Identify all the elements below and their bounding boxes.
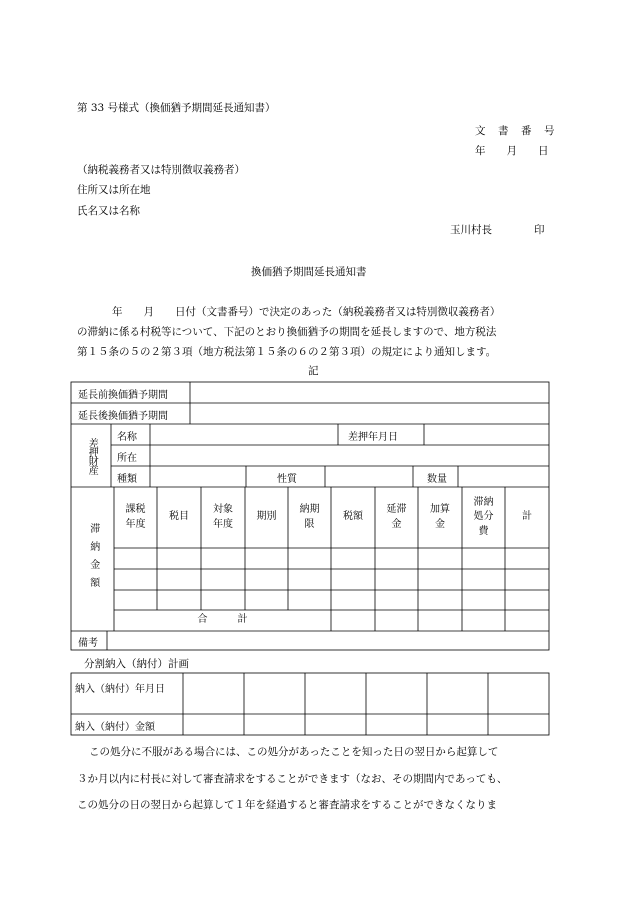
column-period: 期別	[256, 511, 277, 523]
seal-mark: 印	[534, 224, 545, 236]
column-tax-amount: 税額	[343, 511, 363, 523]
form-number: 第 33 号様式（換価猶予期間延長通知書）	[77, 102, 276, 114]
property-quantity-label: 数量	[427, 474, 447, 485]
installment-date-label: 納入（納付）年月日	[75, 684, 165, 695]
column-target-year-text: 対象年度	[213, 504, 233, 530]
property-location-label: 所在	[117, 453, 137, 464]
property-kind-label: 種類	[117, 474, 137, 485]
body-line-2: の滞納に係る村税等について、下記のとおり換価猶予の期間を延長しますので、地方税法	[77, 326, 497, 338]
body-line-1: 年 月 日付（文書番号）で決定のあった（納税義務者又は特別徴収義務者）	[112, 306, 501, 318]
column-late-fee-text: 延滞金	[386, 504, 407, 530]
column-tax-year-text: 課税年度	[125, 504, 146, 530]
date-label: 年 月 日	[475, 145, 549, 157]
grand-total-label: 合 計	[197, 614, 248, 626]
property-name-label: 名称	[117, 432, 137, 443]
column-total: 計	[522, 511, 532, 523]
remarks-label: 備考	[78, 638, 98, 649]
ki-heading: 記	[308, 365, 319, 377]
seized-property-label: 差押財産	[86, 437, 98, 474]
installment-amount-label: 納入（納付）金額	[75, 722, 155, 733]
document-title: 換価猶予期間延長通知書	[251, 266, 367, 278]
after-period-label: 延長後換価猶予期間	[78, 411, 168, 422]
column-disposition-cost-text: 滞納処分費	[473, 496, 494, 537]
before-period-label: 延長前換価猶予期間	[78, 390, 168, 401]
column-tax-item: 税目	[169, 511, 189, 523]
delinquent-amount-label: 滞納金額	[87, 523, 99, 595]
property-nature-label: 性質	[277, 474, 297, 485]
column-surcharge-text: 加算金	[430, 504, 450, 530]
column-due-date-text: 納期限	[299, 504, 320, 530]
appeal-notice-line-2: ３か月以内に村長に対して審査請求をすることができます（なお、その期間内であっても、	[77, 773, 508, 785]
issuer-name: 玉川村長	[450, 224, 492, 236]
document-number-label: 文 書 番 号	[475, 125, 556, 137]
seizure-date-label: 差押年月日	[348, 432, 398, 443]
appeal-notice-line-1: この処分に不服がある場合には、この処分があったことを知った日の翌日から起算して	[89, 746, 499, 758]
recipient-type: （納税義務者又は特別徴収義務者）	[77, 164, 245, 176]
installment-heading: 分割納入（納付）計画	[84, 658, 189, 670]
body-line-3: 第１５条の５の２第３項（地方税法第１５条の６の２第３項）の規定により通知します。	[77, 346, 497, 358]
address-label: 住所又は所在地	[77, 184, 151, 196]
appeal-notice-line-3: この処分の日の翌日から起算して１年を経過すると審査請求をすることができなくなりま	[77, 799, 497, 811]
name-label: 氏名又は名称	[77, 205, 140, 217]
